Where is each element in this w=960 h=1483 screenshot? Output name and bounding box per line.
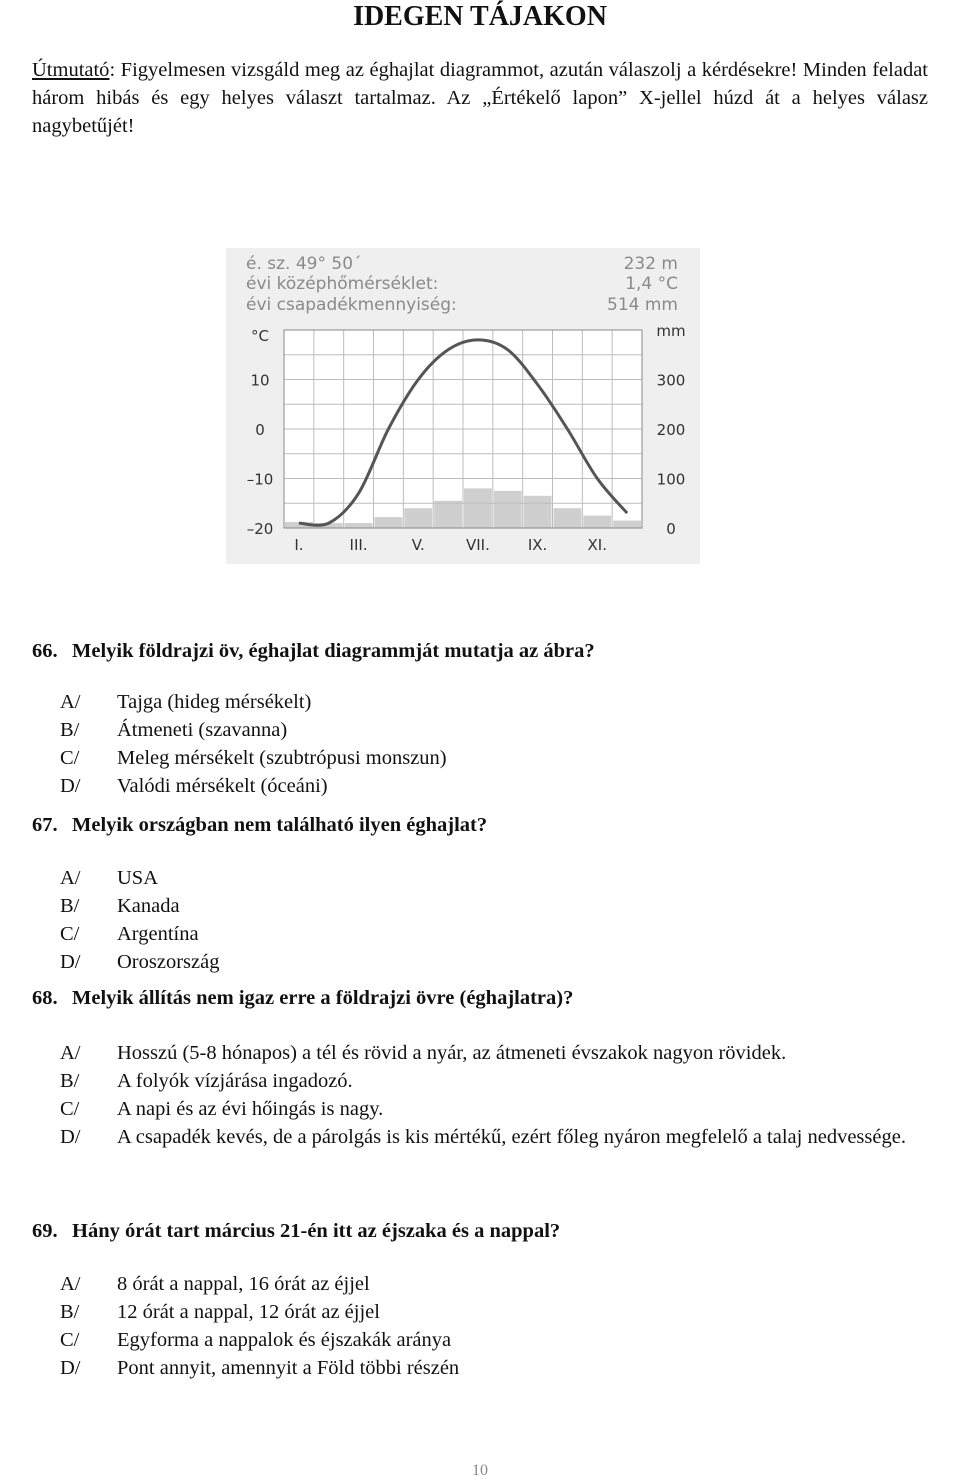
precip-bar	[583, 516, 611, 528]
page-number: 10	[472, 1462, 488, 1479]
left-axis-tick: –20	[246, 520, 274, 538]
option-text: A napi és az évi hőingás is nagy.	[117, 1098, 384, 1120]
question-text: Melyik országban nem található ilyen éghajlat?	[72, 814, 488, 836]
option-text: 12 órát a nappal, 12 órát az éjjel	[117, 1301, 380, 1323]
option-letter: A/	[60, 1273, 81, 1295]
chart-precip-value: 514 mm	[607, 295, 678, 315]
right-axis-tick: 200	[656, 421, 686, 439]
precip-bar	[613, 521, 641, 528]
question-69	[32, 1218, 560, 1244]
question-number: 66.	[32, 640, 58, 662]
chart-latitude: é. sz. 49° 50´	[246, 254, 362, 274]
chart-precip-label: évi csapadékmennyiség:	[246, 295, 457, 315]
option-letter: C/	[60, 1098, 80, 1120]
x-axis-tick: III.	[349, 536, 368, 554]
option-text: Pont annyit, amennyit a Föld többi részén	[117, 1357, 460, 1379]
page-title: IDEGEN TÁJAKON	[353, 1, 607, 32]
option-text: Átmeneti (szavanna)	[117, 719, 288, 741]
option-letter: B/	[60, 1301, 80, 1323]
question-number: 69.	[32, 1220, 58, 1242]
option-letter: C/	[60, 747, 80, 769]
option-text: 8 órát a nappal, 16 órát az éjjel	[117, 1273, 370, 1295]
option-letter: C/	[60, 923, 80, 945]
option-text: Valódi mérsékelt (óceáni)	[117, 775, 328, 797]
option-letter: B/	[60, 1070, 80, 1092]
left-axis-tick: –10	[246, 470, 274, 489]
option-letter: D/	[60, 1126, 81, 1148]
precip-bar	[434, 501, 462, 528]
right-axis-tick: 100	[656, 470, 686, 489]
left-axis-tick: 10	[250, 371, 270, 390]
precip-bar	[464, 488, 492, 528]
x-axis-tick: I.	[294, 536, 304, 554]
question-66	[32, 638, 595, 664]
option-letter: B/	[60, 719, 80, 741]
right-axis-tick: 0	[666, 520, 676, 538]
x-axis-tick: IX.	[527, 536, 548, 554]
question-text: Melyik állítás nem igaz erre a földrajzi övre (éghajlatra)?	[72, 987, 574, 1009]
option-text: Oroszország	[117, 951, 220, 973]
precip-bar	[404, 508, 432, 528]
option-letter: D/	[60, 775, 81, 797]
option-letter: A/	[60, 691, 81, 713]
question-68	[32, 985, 573, 1011]
precip-bar	[554, 508, 582, 528]
left-axis-tick: 0	[255, 421, 265, 439]
question-number: 67.	[32, 814, 58, 836]
plot-area	[247, 330, 686, 554]
precip-bar	[494, 491, 522, 528]
precip-bar	[345, 523, 373, 528]
option-letter: B/	[60, 895, 80, 917]
right-axis-unit: mm	[656, 322, 686, 340]
climate-chart	[226, 248, 700, 564]
question-67	[32, 812, 487, 838]
right-axis-tick: 300	[656, 371, 686, 390]
x-axis-tick: VII.	[465, 536, 490, 554]
option-letter: D/	[60, 1357, 81, 1379]
option-text: Egyforma a nappalok és éjszakák aránya	[117, 1329, 452, 1351]
option-text: A folyók vízjárása ingadozó.	[117, 1070, 353, 1092]
option-text: Kanada	[117, 895, 180, 917]
option-text: Tajga (hideg mérsékelt)	[117, 691, 312, 713]
option-letter: C/	[60, 1329, 80, 1351]
question-text: Melyik földrajzi öv, éghajlat diagrammját mutatja az ábra?	[72, 640, 595, 662]
chart-elevation: 232 m	[623, 254, 678, 274]
instructions-text: : Figyelmesen vizsgáld meg az éghajlat diagrammot, azután válaszolj a kérdésekre! Minden feladat három hibás és egy helyes választ tartalmaz. Az „Értékelő lapon” X-jellel húzd át a helyes válasz nagybetűjét!	[32, 59, 928, 137]
x-axis-tick: XI.	[587, 536, 607, 554]
x-axis-tick: V.	[411, 536, 425, 554]
option-letter: A/	[60, 1042, 81, 1064]
precip-bar	[524, 496, 552, 528]
precip-bar	[375, 517, 403, 528]
instructions	[32, 56, 928, 140]
option-text: Hosszú (5-8 hónapos) a tél és rövid a nyár, az átmeneti évszakok nagyon rövidek.	[117, 1042, 787, 1064]
question-number: 68.	[32, 987, 58, 1009]
option-text: A csapadék kevés, de a párolgás is kis mértékű, ezért főleg nyáron megfelelő a talaj nedvessége.	[117, 1126, 906, 1148]
question-text: Hány órát tart március 21-én itt az éjszaka és a nappal?	[72, 1220, 561, 1242]
option-text: Meleg mérsékelt (szubtrópusi monszun)	[117, 747, 447, 769]
chart-temp-label: évi középhőmérséklet:	[246, 274, 439, 294]
option-text: Argentína	[117, 923, 199, 945]
chart-temp-value: 1,4 °C	[625, 274, 678, 294]
left-axis-unit: °C	[251, 327, 269, 345]
option-letter: A/	[60, 867, 81, 889]
option-letter: D/	[60, 951, 81, 973]
instructions-label: Útmutató	[32, 59, 110, 81]
option-text: USA	[117, 867, 159, 889]
